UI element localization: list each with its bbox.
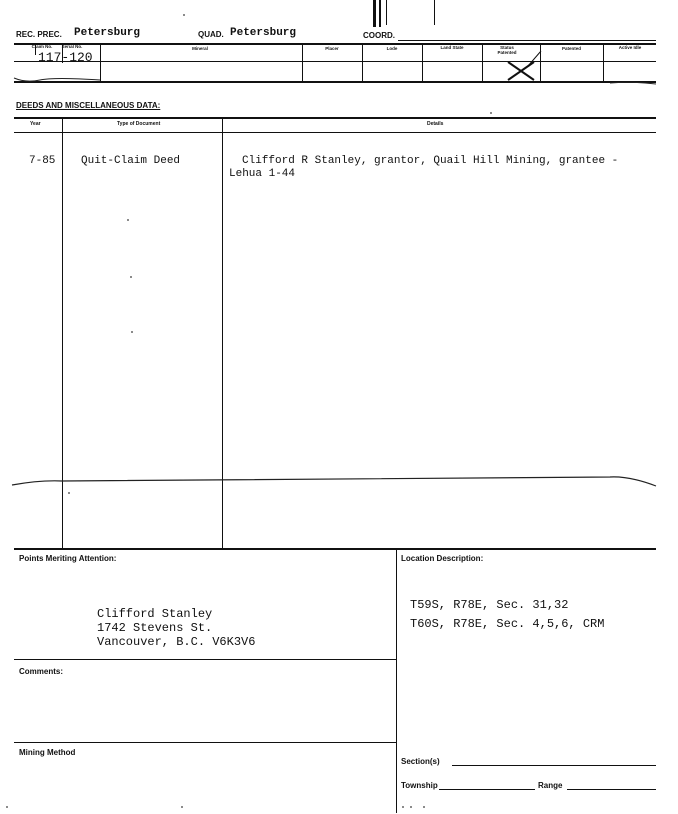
points-line3: Vancouver, B.C. V6K3V6: [97, 635, 256, 649]
deeds-section-title: DEEDS AND MISCELLANEOUS DATA:: [16, 101, 161, 110]
comments-label: Comments:: [19, 667, 64, 676]
row-details-line2: Lehua 1-44: [229, 168, 296, 180]
quad-value: Petersburg: [230, 27, 297, 39]
col-serial-no: Serial No.: [61, 44, 83, 49]
col-year: Year: [30, 121, 41, 127]
col-patented: Patented: [561, 46, 581, 51]
coord-label: COORD.: [363, 31, 395, 40]
col-mineral: Mineral: [192, 46, 208, 51]
rec-prec-label: REC. PREC.: [16, 30, 62, 39]
location-line1: T59S, R78E, Sec. 31,32: [410, 598, 569, 612]
status-mark-icon: [0, 0, 678, 100]
hand-drawn-line: [0, 470, 678, 500]
sections-label: Section(s): [401, 757, 440, 766]
rec-prec-value: Petersburg: [74, 27, 141, 39]
claim-serial-value: 117-120: [38, 50, 93, 65]
range-label: Range: [538, 781, 563, 790]
township-label: Township: [401, 781, 438, 790]
location-label: Location Description:: [401, 554, 484, 563]
quad-label: QUAD.: [198, 30, 224, 39]
row-year: 7-85: [29, 155, 56, 167]
col-land-state: Land State: [440, 45, 464, 50]
row-type: Quit-Claim Deed: [81, 155, 181, 167]
col-claim-no: Claim No.: [31, 44, 53, 49]
mining-method-label: Mining Method: [19, 748, 76, 757]
col-details: Details: [427, 121, 444, 127]
points-line1: Clifford Stanley: [97, 607, 213, 621]
location-line2: T60S, R78E, Sec. 4,5,6, CRM: [410, 617, 605, 631]
points-label: Points Meriting Attention:: [19, 554, 117, 563]
col-active-idle: Active Idle: [618, 45, 642, 50]
row-details-line1: Clifford R Stanley, grantor, Quail Hill Mining, grantee -: [242, 155, 619, 167]
col-lode: Lode: [386, 46, 398, 51]
col-placer: Placer: [325, 46, 339, 51]
points-line2: 1742 Stevens St.: [97, 621, 213, 635]
col-type: Type of Document: [117, 121, 161, 127]
col-status-patented: Status Patented: [497, 45, 517, 55]
